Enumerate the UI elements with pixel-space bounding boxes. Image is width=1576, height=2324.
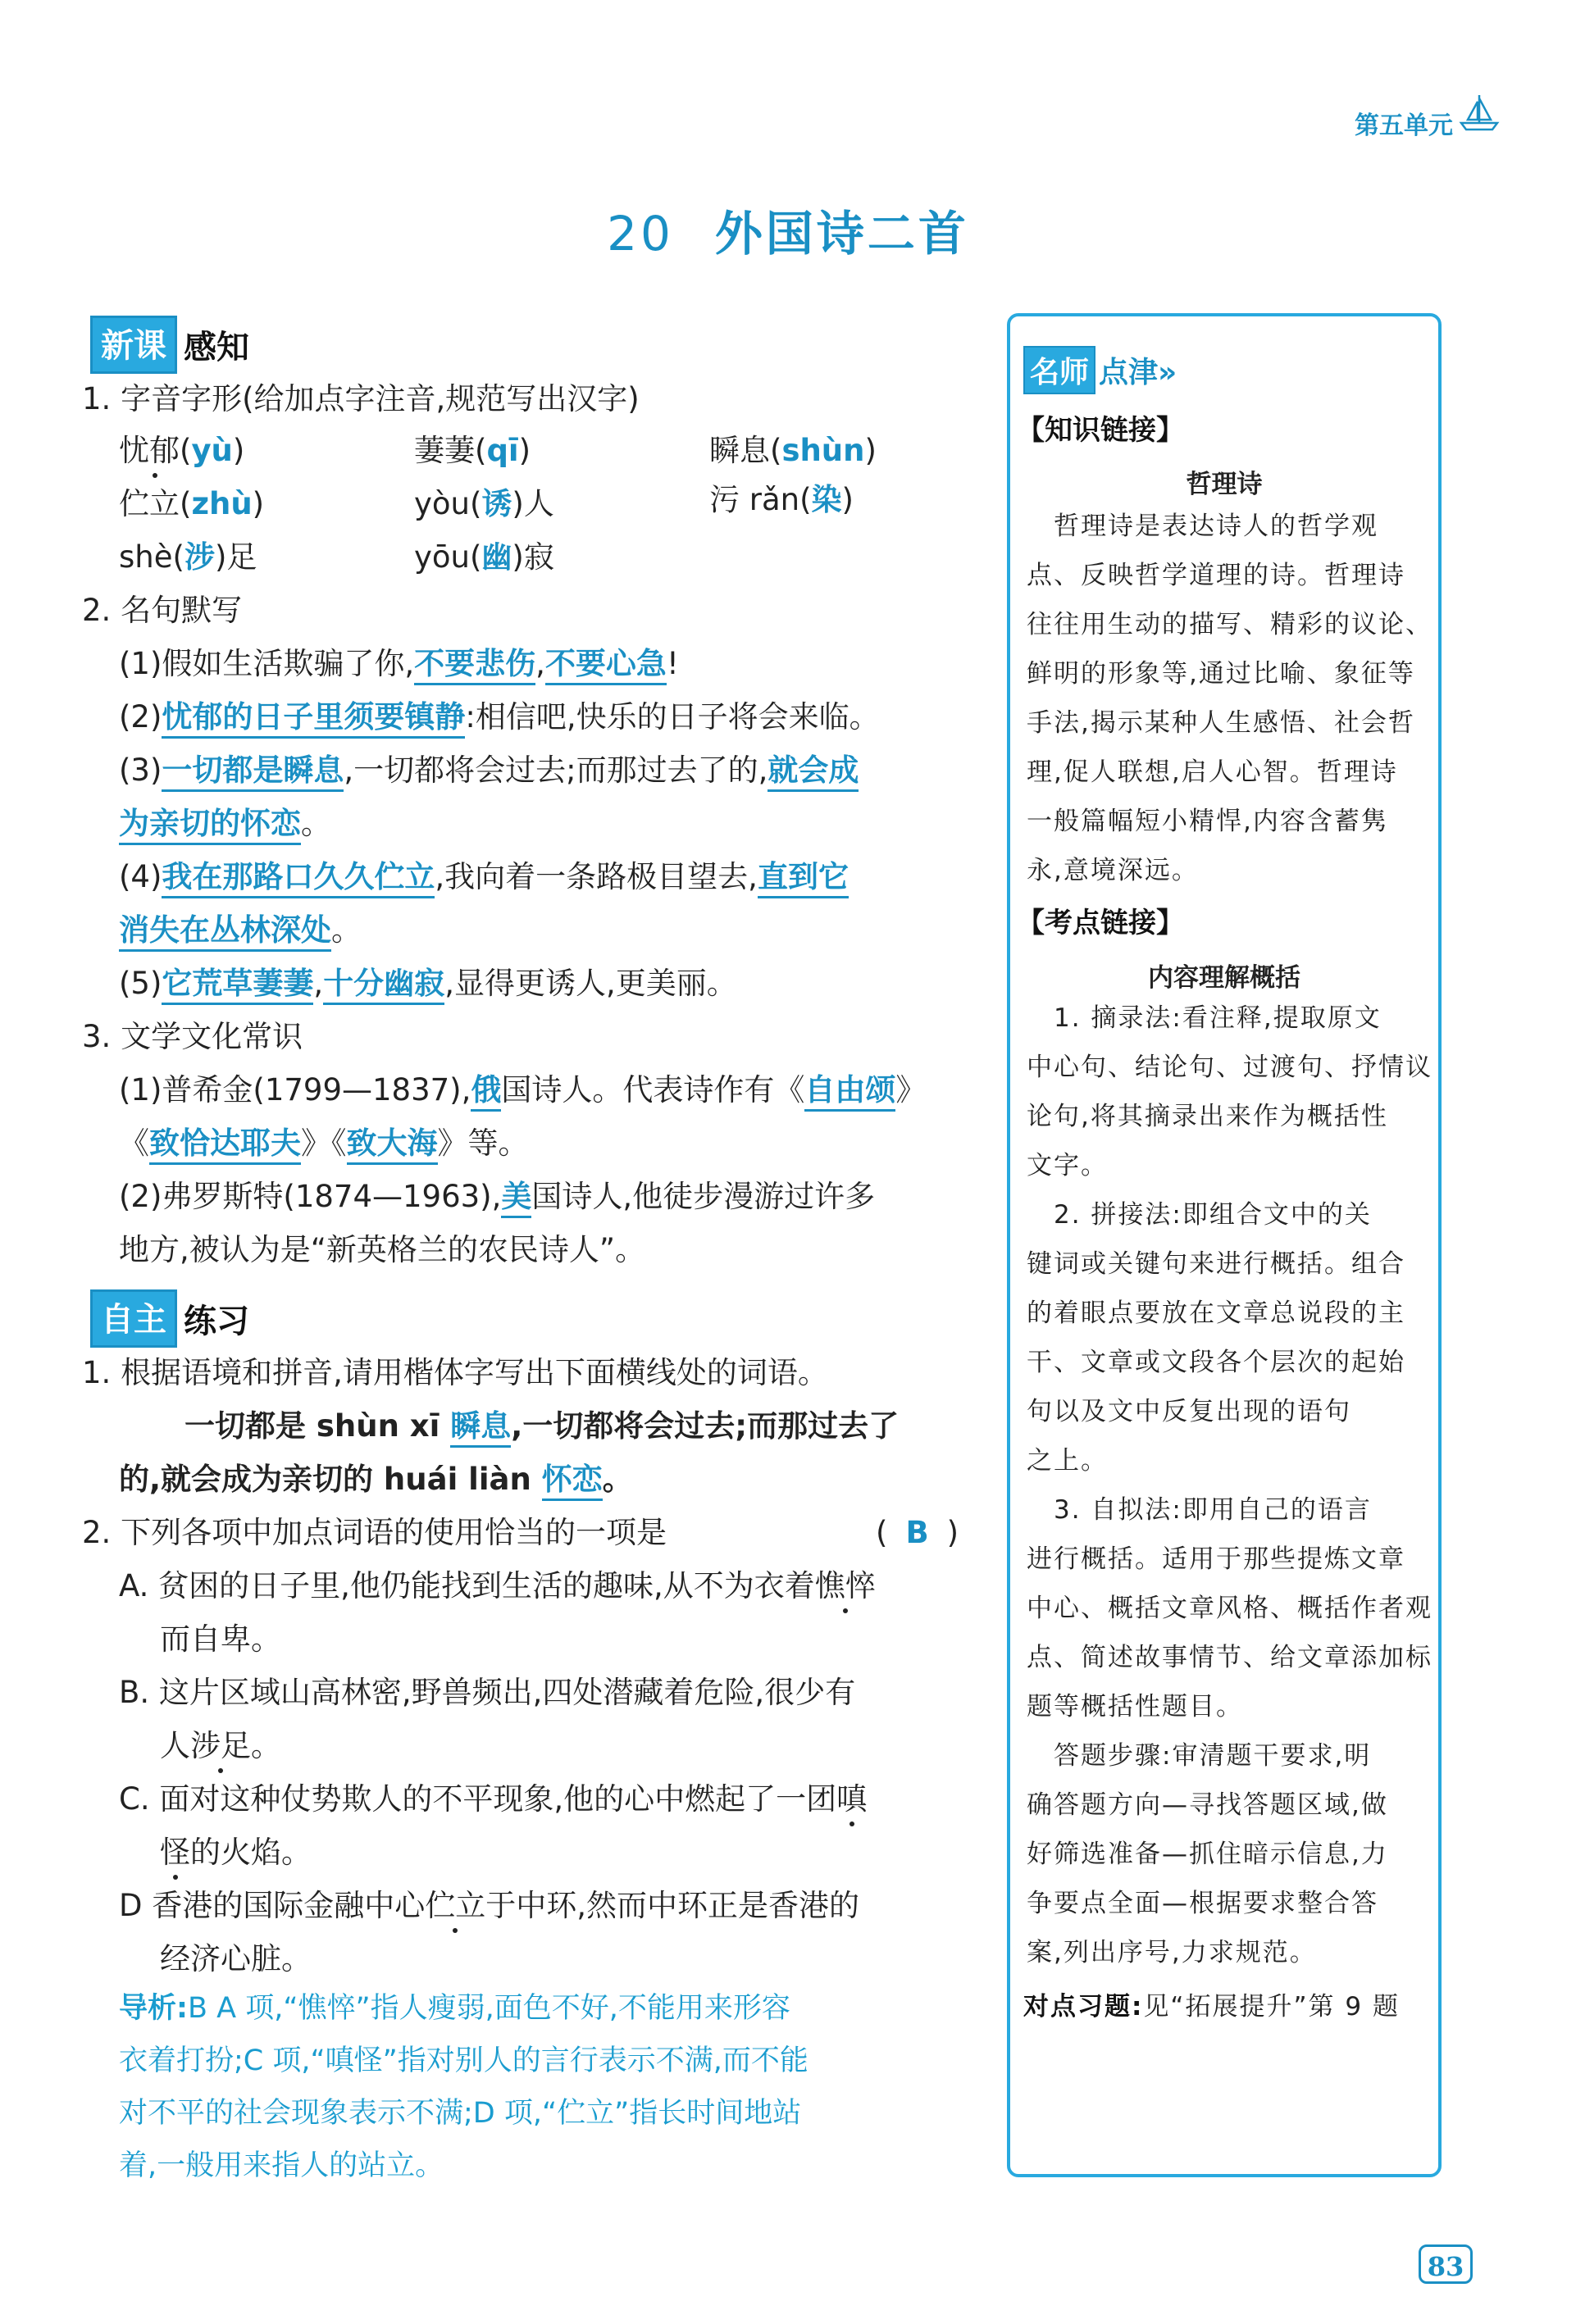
section-practice-header: [90, 1289, 249, 1348]
sidebar-text-line: 答题步骤:审清题干要求,明: [1027, 1741, 1372, 1771]
section-title: 练习: [184, 1303, 249, 1340]
question-3: 3. 文学文化常识: [82, 1019, 303, 1054]
recitation-line: (4)我在那路口久久伫立,我向着一条路极目望去,直到它: [119, 859, 849, 895]
sidebar-text-line: 哲理诗是表达诗人的哲学观: [1027, 512, 1378, 541]
section-title: 感知: [184, 329, 249, 366]
sidebar-text-line: 好筛选准备—抓住暗示信息,力: [1027, 1840, 1388, 1869]
sidebar-text-line: 2. 拼接法:即组合文中的关: [1027, 1200, 1372, 1230]
recitation-line: (2)忧郁的日子里须要镇静:相信吧,快乐的日子将会来临。: [119, 699, 880, 735]
section-tag: 自主: [90, 1289, 177, 1348]
knowledge-link-heading: 【知识链接】: [1017, 414, 1184, 447]
sidebar-text-line: 中心句、结论句、过渡句、抒情议: [1027, 1053, 1433, 1082]
page-number: 83: [1419, 2244, 1473, 2284]
sidebar-text-line: 论句,将其摘录出来作为概括性: [1027, 1102, 1388, 1131]
sidebar-text-line: 的着眼点要放在文章总说段的主: [1027, 1298, 1405, 1328]
guide-text: 对不平的社会现象表示不满;D 项,“伫立”指长时间地站: [119, 2097, 802, 2130]
lesson-name: 外国诗二首: [714, 206, 969, 262]
context-line: 的,就会成为亲切的 huái liàn 怀恋。: [119, 1462, 633, 1498]
sidebar-text-line: 键词或关键句来进行概括。组合: [1027, 1249, 1405, 1279]
sidebar-text-line: 3. 自拟法:即用自己的语言: [1027, 1495, 1372, 1525]
sidebar-text-line: 中心、概括文章风格、概括作者观: [1027, 1594, 1433, 1623]
sidebar-text-line: 1. 摘录法:看注释,提取原文: [1027, 1003, 1382, 1033]
recitation-line: (1)假如生活欺骗了你,不要悲伤,不要心急!: [119, 646, 679, 682]
sidebar-text-line: 一般篇幅短小精悍,内容含蓄隽: [1027, 807, 1388, 836]
pinyin-item: yōu(幽)寂: [414, 539, 554, 575]
option-a-cont: 而自卑。: [160, 1621, 281, 1657]
sidebar-text-line: 干、文章或文段各个层次的起始: [1027, 1348, 1405, 1377]
knowledge-link-body: [1027, 502, 1433, 895]
lesson-title: [0, 195, 1576, 264]
sidebar-text-line: 题等概括性题目。: [1027, 1692, 1243, 1721]
option-d: D 香港的国际金融中心伫立于中环,然而中环正是香港的: [119, 1888, 860, 1923]
question-2: 2. 名句默写: [82, 593, 243, 628]
lesson-number: 20: [607, 206, 674, 262]
guide-text: 着,一般用来指人的站立。: [119, 2149, 444, 2182]
option-b-cont: 人涉足。: [160, 1728, 281, 1763]
option-b: B. 这片区域山高林密,野兽频出,四处潜藏着危险,很少有: [119, 1675, 856, 1710]
pinyin-item: 伫立(zhù): [119, 486, 265, 521]
knowledge-link-title: 哲理诗: [1186, 470, 1263, 499]
answer-bracket: ( B ): [876, 1515, 959, 1550]
pinyin-item: yòu(诱)人: [414, 486, 554, 521]
unit-label: 第五单元: [1355, 111, 1453, 140]
section-tag: 新课: [90, 316, 177, 374]
exercise-ref: 对点习题:见“拓展提升”第 9 题: [1023, 1992, 1400, 2022]
pinyin-item: 瞬息(shùn): [709, 433, 877, 468]
option-d-cont: 经济心脏。: [160, 1941, 312, 1976]
sidebar-text-line: 永,意境深远。: [1027, 856, 1199, 885]
practice-question-2: 2. 下列各项中加点词语的使用恰当的一项是: [82, 1515, 667, 1550]
knowledge-line: 《致恰达耶夫》《致大海》等。: [119, 1126, 529, 1162]
recitation-line: 消失在丛林深处。: [119, 912, 362, 948]
sidebar-text-line: 确答题方向—寻找答题区域,做: [1027, 1790, 1388, 1820]
sidebar-text-line: 理,促人联想,启人心智。哲理诗: [1027, 757, 1398, 787]
option-c: C. 面对这种仗势欺人的不平现象,他的心中燃起了一团嗔: [119, 1781, 868, 1817]
pinyin-item: 萋萋(qī): [414, 433, 531, 468]
sidebar-text-line: 进行概括。适用于那些提炼文章: [1027, 1544, 1405, 1574]
sidebar-text-line: 文字。: [1027, 1151, 1108, 1180]
sidebar-text-line: 往往用生动的描写、精彩的议论、: [1027, 610, 1433, 639]
context-line: 一切都是 shùn xī 瞬息,一切都将会过去;而那过去了: [184, 1408, 899, 1444]
sidebar-text-line: 手法,揭示某种人生感悟、社会哲: [1027, 708, 1415, 738]
recitation-line: (3)一切都是瞬息,一切都将会过去;而那过去了的,就会成: [119, 753, 859, 789]
knowledge-line: (2)弗罗斯特(1874—1963),美国诗人,他徒步漫游过许多: [119, 1179, 875, 1215]
sidebar-title: 点津»: [1099, 356, 1177, 389]
option-a: A. 贫困的日子里,他仍能找到生活的趣味,从不为衣着憔悴: [119, 1568, 876, 1603]
guide-text: 导析:B A 项,“憔悴”指人瘦弱,面色不好,不能用来形容: [119, 1992, 790, 2025]
sidebar-header: [1023, 346, 1177, 394]
question-1: 1. 字音字形(给加点字注音,规范写出汉字): [82, 381, 640, 416]
practice-question-1: 1. 根据语境和拼音,请用楷体字写出下面横线处的词语。: [82, 1355, 828, 1390]
sidebar-text-line: 争要点全面—根据要求整合答: [1027, 1889, 1378, 1918]
exam-link-body: [1027, 994, 1433, 1977]
knowledge-line: 地方,被认为是“新英格兰的农民诗人”。: [119, 1232, 646, 1267]
pinyin-item: 污 rǎn(染): [709, 482, 854, 517]
recitation-line: (5)它荒草萋萋,十分幽寂,显得更诱人,更美丽。: [119, 966, 737, 1002]
pinyin-item: 忧郁(yù): [119, 433, 245, 468]
sailboat-icon: [1458, 92, 1501, 134]
guide-text: 衣着打扮;C 项,“嗔怪”指对别人的言行表示不满,而不能: [119, 2044, 808, 2077]
recitation-line: 为亲切的怀恋。: [119, 806, 331, 842]
exam-link-title: 内容理解概括: [1148, 963, 1300, 993]
pinyin-item: shè(涉)足: [119, 539, 257, 575]
section-new-lesson-header: [90, 316, 249, 374]
sidebar-text-line: 之上。: [1027, 1446, 1108, 1476]
exam-link-heading: 【考点链接】: [1017, 907, 1184, 939]
sidebar-text-line: 点、反映哲学道理的诗。哲理诗: [1027, 561, 1405, 590]
sidebar-text-line: 句以及文中反复出现的语句: [1027, 1397, 1351, 1426]
option-c-cont: 怪的火焰。: [160, 1835, 312, 1870]
sidebar-text-line: 案,列出序号,力求规范。: [1027, 1938, 1317, 1967]
sidebar-text-line: 点、简述故事情节、给文章添加标: [1027, 1643, 1433, 1672]
knowledge-line: (1)普希金(1799—1837),俄国诗人。代表诗作有《自由颂》: [119, 1072, 926, 1108]
sidebar-text-line: 鲜明的形象等,通过比喻、象征等: [1027, 659, 1415, 689]
sidebar-tag: 名师: [1023, 346, 1095, 394]
